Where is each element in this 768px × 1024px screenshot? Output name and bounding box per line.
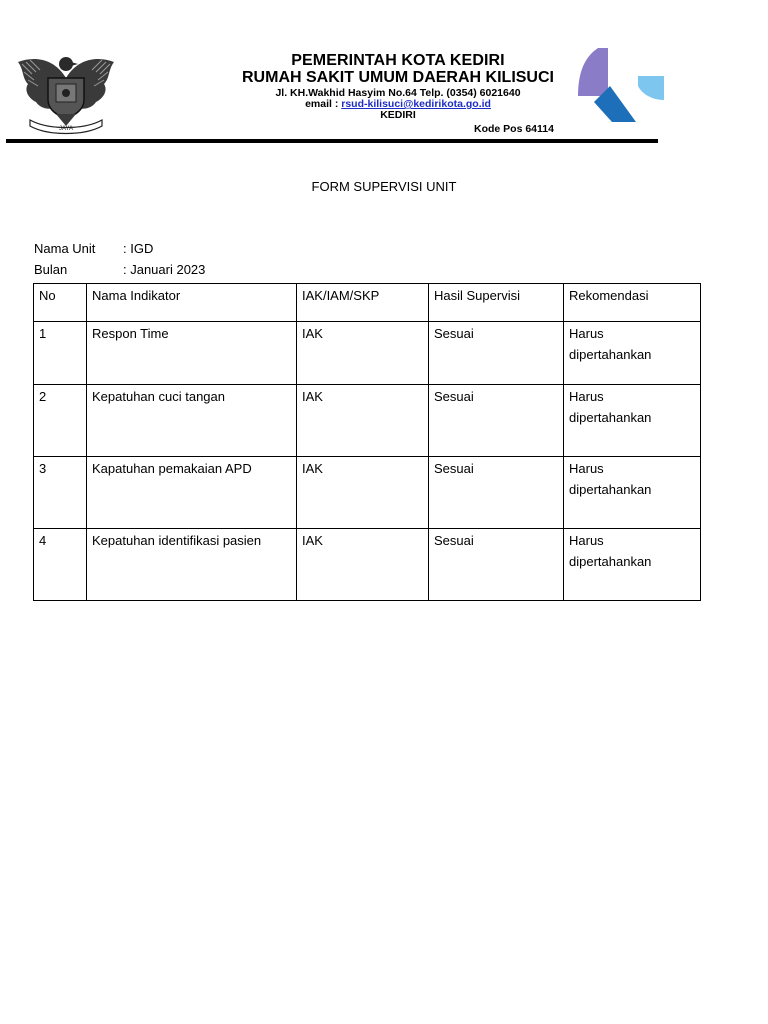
header-indicator: Nama Indikator	[87, 284, 297, 322]
letterhead-hospital-name: RUMAH SAKIT UMUM DAERAH KILISUCI	[242, 69, 554, 86]
month-label: Bulan	[34, 262, 68, 277]
rec-line1: Harus	[569, 461, 604, 476]
cell-no: 2	[34, 385, 87, 457]
garuda-emblem-icon	[14, 48, 118, 136]
table-row	[34, 385, 701, 457]
letterhead-government: PEMERINTAH KOTA KEDIRI	[291, 52, 505, 69]
hospital-logo-icon	[574, 48, 670, 128]
rec-line2: dipertahankan	[569, 347, 652, 362]
cell-indicator: Kapatuhan pemakaian APD	[87, 457, 297, 529]
cell-recommendation	[564, 457, 701, 529]
rec-line1: Harus	[569, 533, 604, 548]
header-type: IAK/IAM/SKP	[297, 284, 429, 322]
cell-indicator: Kepatuhan identifikasi pasien	[87, 529, 297, 601]
month-row	[34, 262, 205, 277]
cell-recommendation	[564, 322, 701, 385]
cell-result: Sesuai	[429, 385, 564, 457]
rec-line2: dipertahankan	[569, 482, 652, 497]
cell-result: Sesuai	[429, 457, 564, 529]
form-title: FORM SUPERVISI UNIT	[311, 179, 457, 194]
rec-line2: dipertahankan	[569, 410, 652, 425]
unit-label: Nama Unit	[34, 241, 96, 256]
cell-type: IAK	[297, 457, 429, 529]
table-row	[34, 529, 701, 601]
cell-indicator: Kepatuhan cuci tangan	[87, 385, 297, 457]
letterhead-address: Jl. KH.Wakhid Hasyim No.64 Telp. (0354) 6021640	[275, 87, 521, 99]
rec-line1: Harus	[569, 389, 604, 404]
table-header-row	[34, 284, 701, 322]
cell-type: IAK	[297, 385, 429, 457]
letterhead-postal-code: Kode Pos 64114	[474, 123, 554, 135]
cell-type: IAK	[297, 529, 429, 601]
month-value: : Januari 2023	[123, 262, 206, 277]
cell-recommendation	[564, 529, 701, 601]
table-row	[34, 457, 701, 529]
letterhead-city: KEDIRI	[380, 109, 416, 121]
email-label: email :	[305, 98, 342, 110]
cell-no: 3	[34, 457, 87, 529]
emblem-motto: JAYA	[58, 126, 74, 132]
email-link[interactable]: rsud-kilisuci@kedirikota.go.id	[341, 98, 491, 110]
header-result: Hasil Supervisi	[429, 284, 564, 322]
table-row	[34, 322, 701, 385]
cell-no: 1	[34, 322, 87, 385]
header-recommendation: Rekomendasi	[564, 284, 701, 322]
cell-indicator: Respon Time	[87, 322, 297, 385]
rec-line1: Harus	[569, 326, 604, 341]
cell-recommendation	[564, 385, 701, 457]
cell-type: IAK	[297, 322, 429, 385]
supervision-table	[33, 283, 701, 601]
cell-no: 4	[34, 529, 87, 601]
letterhead-divider	[6, 139, 658, 143]
header-no: No	[34, 284, 87, 322]
unit-value: : IGD	[123, 241, 154, 256]
unit-row	[34, 241, 153, 256]
rec-line2: dipertahankan	[569, 554, 652, 569]
cell-result: Sesuai	[429, 322, 564, 385]
cell-result: Sesuai	[429, 529, 564, 601]
